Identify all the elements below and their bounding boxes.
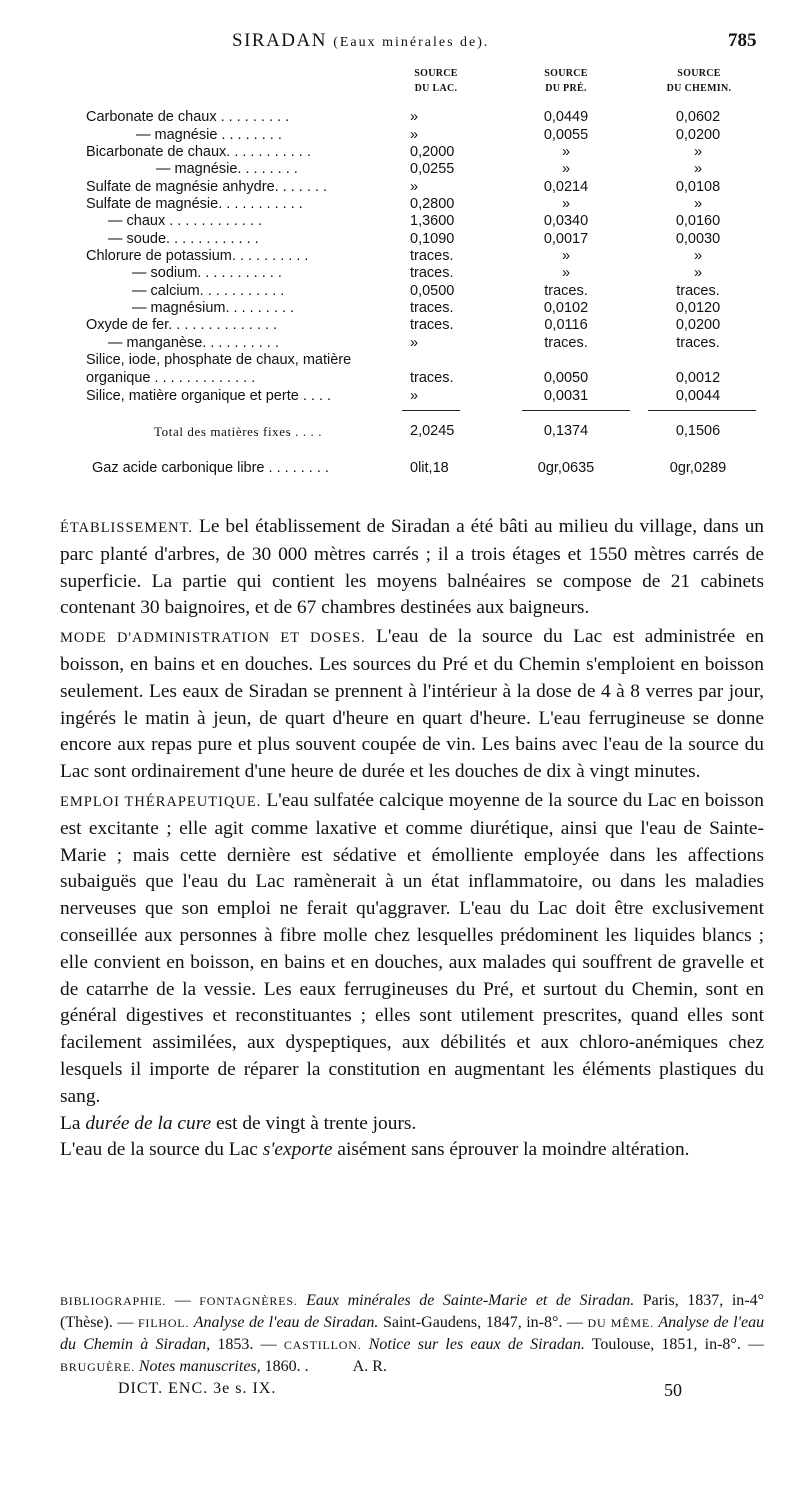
gas-label: Gaz acide carbonique libre . . . . . . . . [92,460,329,476]
value-lac: 0,0255 [410,161,455,177]
value-chemin: 0,0044 [675,388,721,404]
value-pre: » [561,265,571,281]
paragraph-text: L'eau sulfatée calcique moyenne de la source du Lac en boisson est excitante ; elle agit comme laxative et comme diurétique, ainsi que l'eau de Sainte-Marie ; mais cette dernière est sédative et émolliente employée dans les affections subaiguës que l'eau du Lac ramènerait à un état inflammatoire, ou dans les maladies nerveuses que son emploi ne ferait qu'aggraver. L'eau du Lac doit être exclusivement conseillée aux personnes à fibre molle chez lesquelles prédominent les liquides blancs ; elle convient en boisson, en bains et en douches, aux malades qui souffrent de gravelle et de catarrhe de la vessie. Les eaux ferrugineuses du Pré, et surtout du Chemin, sont en général digestives et reconstituantes ; elles sont utilement prescrites, quand elles sont facilement assimilées, aux dyspeptiques, aux débilités et aux chloro-anémiques chez lesquels il importe de réparer la constitution en augmentant les éléments plastiques du sang. [60,789,764,1107]
total-value-pre: 0,1374 [543,423,589,439]
text-emphasis: durée de la cure [85,1112,212,1134]
table-row-gas [86,460,748,477]
running-title-paren: (Eaux minérales de). [333,35,490,50]
value-chemin: » [693,161,703,177]
value-lac: traces. [410,248,454,264]
value-pre: 0,0102 [543,300,589,316]
value-chemin: » [693,196,703,212]
bibliography-ref: Toulouse, 1851, in-8°. — [591,1336,765,1353]
value-pre: » [561,196,571,212]
table-row [86,179,748,196]
value-pre: 0,0050 [543,370,589,386]
row-label: — chaux . . . . . . . . . . . . [108,213,262,229]
value-pre: » [561,248,571,264]
total-label: Total des matières fixes . . . . [154,424,323,439]
sum-rule-pre [522,410,630,411]
column-header-chemin [644,66,754,96]
bibliography-lead: BIBLIOGRAPHIE. [60,1294,167,1308]
paragraph-lead: MODE D'ADMINISTRATION ET DOSES. [60,630,366,647]
value-pre: » [561,144,571,160]
value-lac: traces. [410,317,454,333]
bibliography-title: Notice sur les eaux de Siradan. [368,1336,585,1353]
column-header-line: DU CHEMIN. [666,83,732,94]
bibliography-author: DU MÊME. [587,1316,654,1330]
value-lac: 1,3600 [410,213,455,229]
value-chemin: traces. [676,335,720,351]
total-value-lac: 2,0245 [410,423,455,439]
value-lac: 0,2000 [410,144,455,160]
row-label: Sulfate de magnésie. . . . . . . . . . . [86,196,303,212]
value-chemin: 0,0120 [675,300,721,316]
row-label: Carbonate de chaux . . . . . . . . . [86,109,290,125]
body-text [60,514,764,1164]
table-row [86,161,748,178]
bibliography-author: CASTILLON. [283,1338,362,1352]
table-row [86,283,748,300]
value-lac: » [410,109,419,125]
row-label: Chlorure de potassium. . . . . . . . . . [86,248,309,264]
value-chemin: 0,0200 [675,127,721,143]
bibliography-author: FILHOL. [137,1316,190,1330]
row-label: — sodium. . . . . . . . . . . [132,265,282,281]
value-pre: 0,0017 [543,231,589,247]
row-label: Silice, matière organique et perte . . . . [86,388,332,404]
column-header-line: DU PRÉ. [545,83,587,94]
bibliography-author: BRUGUÈRE. [60,1360,135,1374]
bibliography-ref: Saint-Gaudens, 1847, in-8°. — [382,1314,583,1331]
value-lac: 0,1090 [410,231,455,247]
row-label: Oxyde de fer. . . . . . . . . . . . . . [86,317,277,333]
footer-sheet-number: 50 [664,1380,682,1400]
sum-rule-lac [402,410,460,411]
table-row [86,335,748,352]
row-label: — manganèse. . . . . . . . . . [108,335,279,351]
table-row [86,370,748,387]
text-emphasis: s'exporte [262,1139,333,1161]
row-label: — soude. . . . . . . . . . . . [108,231,259,247]
bibliography-author: FONTAGNÈRES. [199,1294,298,1308]
value-lac: » [410,179,419,195]
gas-value-chemin: 0gr,0289 [669,460,727,476]
bibliography-title: Analyse de l'eau de Siradan. [193,1314,379,1331]
value-pre: 0,0340 [543,213,589,229]
bibliography-title: Notes manuscrites, [138,1358,261,1375]
table-row [86,265,748,282]
paragraph-lead: ÉTABLISSEMENT. [60,520,193,536]
column-header-pre [516,66,616,96]
gas-value-pre: 0gr,0635 [537,460,595,476]
running-title [232,30,489,52]
table-row [86,144,748,161]
total-value-chemin: 0,1506 [675,423,721,439]
value-pre: traces. [544,335,588,351]
value-lac: traces. [410,300,454,316]
text-run: est de vingt à trente jours. [211,1112,417,1134]
table-row [86,127,748,144]
paragraph-text: Le bel établissement de Siradan a été bâti au milieu du village, dans un parc planté d'arbres, de 30 000 mètres carrés ; il a trois étages et 1550 mètres carrés de superficie. La partie qui contient les moyens balnéaires se compose de 21 cabinets contenant 30 baignoires, et de 67 chambres destinées aux baigneurs. [60,516,764,619]
paragraph-text: L'eau de la source du Lac est administrée en boisson, en bains et en douches. Les sources du Pré et du Chemin s'emploient en boisson seulement. Les eaux de Siradan se prennent à l'intérieur à la dose de 4 à 8 verres par jour, ingérés le matin à jeun, de quart d'heure en quart d'heure. L'eau ferrugineuse se donne encore aux repas pure et plus souvent coupée de vin. Les bains avec l'eau de la source du Lac sont ordinairement d'une heure de durée et les douches de dix à vingt minutes. [60,626,764,783]
value-lac: traces. [410,265,454,281]
bibliography-ref: 1853. — [217,1336,277,1353]
article-signature: A. R. [352,1358,387,1375]
row-label: Sulfate de magnésie anhydre. . . . . . . [86,179,327,195]
table-row [86,300,748,317]
table-row [86,352,748,369]
table-row [86,388,748,405]
running-head [0,30,800,58]
column-header-line: DU LAC. [414,83,458,94]
value-chemin: 0,0108 [675,179,721,195]
paragraph-exportation [60,1137,764,1164]
value-chemin: 0,0200 [675,317,721,333]
row-label: Bicarbonate de chaux. . . . . . . . . . . [86,144,311,160]
paragraph-emploi-therapeutique [60,788,764,1111]
bibliography-title: Analyse de l'eau du Chemin à Siradan, [60,1314,765,1353]
running-title-main: SIRADAN [232,30,327,51]
table-row [86,317,748,334]
value-pre: 0,0031 [543,388,589,404]
value-pre: 0,0214 [543,179,589,195]
value-pre: traces. [544,283,588,299]
value-lac: » [410,388,419,404]
sum-rule-chemin [648,410,756,411]
bibliography-text: BIBLIOGRAPHIE. — FONTAGNÈRES. Eaux minérales de Sainte-Marie et de Siradan. Paris, 1837, in-4° (Thèse). — FILHOL. Analyse de l'eau de Siradan. Saint-Gaudens, 1847, in-8°. — DU MÊME. Analyse de l'eau du Chemin à Siradan, 1853. — CASTILLON. Notice sur les eaux de Siradan. Toulouse, 1851, in-8°. — BRUGUÈRE. Notes manuscrites, 1860. . A. R. [60,1292,765,1375]
row-label: — magnésium. . . . . . . . . [132,300,294,316]
bibliography [60,1290,764,1378]
text-run: aisément sans éprouver la moindre altération. [332,1139,690,1161]
paragraph-mode-administration [60,624,764,786]
row-label: — magnésie . . . . . . . . [136,127,282,143]
row-label: — calcium. . . . . . . . . . . [132,283,285,299]
value-lac: traces. [410,370,454,386]
text-run: L'eau de la source du Lac [60,1139,263,1161]
table-row [86,231,748,248]
footer-signature-mark: DICT. ENC. 3e s. IX. [118,1380,277,1397]
row-label: — magnésie. . . . . . . . [156,161,298,177]
value-chemin: 0,0030 [675,231,721,247]
value-chemin: traces. [676,283,720,299]
value-chemin: 0,0602 [675,109,721,125]
row-label: Silice, iode, phosphate de chaux, matière [86,352,352,368]
column-header-lac [386,66,486,96]
row-label: organique . . . . . . . . . . . . . [86,370,256,386]
value-lac: 0,2800 [410,196,455,212]
value-chemin: » [693,144,703,160]
text-run: La [60,1112,86,1134]
footer-line [0,1380,800,1404]
value-pre: 0,0055 [543,127,589,143]
table-row-total [86,423,748,440]
table-row [86,213,748,230]
column-header-line: SOURCE [544,68,588,79]
value-lac: » [410,127,419,143]
table-row [86,196,748,213]
page-number: 785 [728,30,757,51]
bibliography-title: Eaux minérales de Sainte-Marie et de Siradan. [306,1292,635,1309]
value-chemin: 0,0012 [675,370,721,386]
gas-value-lac: 0lit,18 [410,460,449,476]
value-chemin: » [693,248,703,264]
paragraph-duree-cure [60,1111,764,1138]
value-pre: 0,0449 [543,109,589,125]
paragraph-etablissement [60,514,764,622]
column-header-line: SOURCE [414,68,458,79]
value-chemin: 0,0160 [675,213,721,229]
paragraph-lead: EMPLOI THÉRAPEUTIQUE. [60,793,262,810]
bibliography-ref: 1860. . [264,1358,309,1375]
value-pre: » [561,161,571,177]
value-chemin: » [693,265,703,281]
value-lac: » [410,335,419,351]
table-row [86,248,748,265]
bibliography-ref: Paris, 1837, in-4° (Thèse). — [60,1292,765,1331]
value-lac: 0,0500 [410,283,455,299]
table-row [86,109,748,126]
column-header-line: SOURCE [677,68,721,79]
value-pre: 0,0116 [544,317,588,333]
